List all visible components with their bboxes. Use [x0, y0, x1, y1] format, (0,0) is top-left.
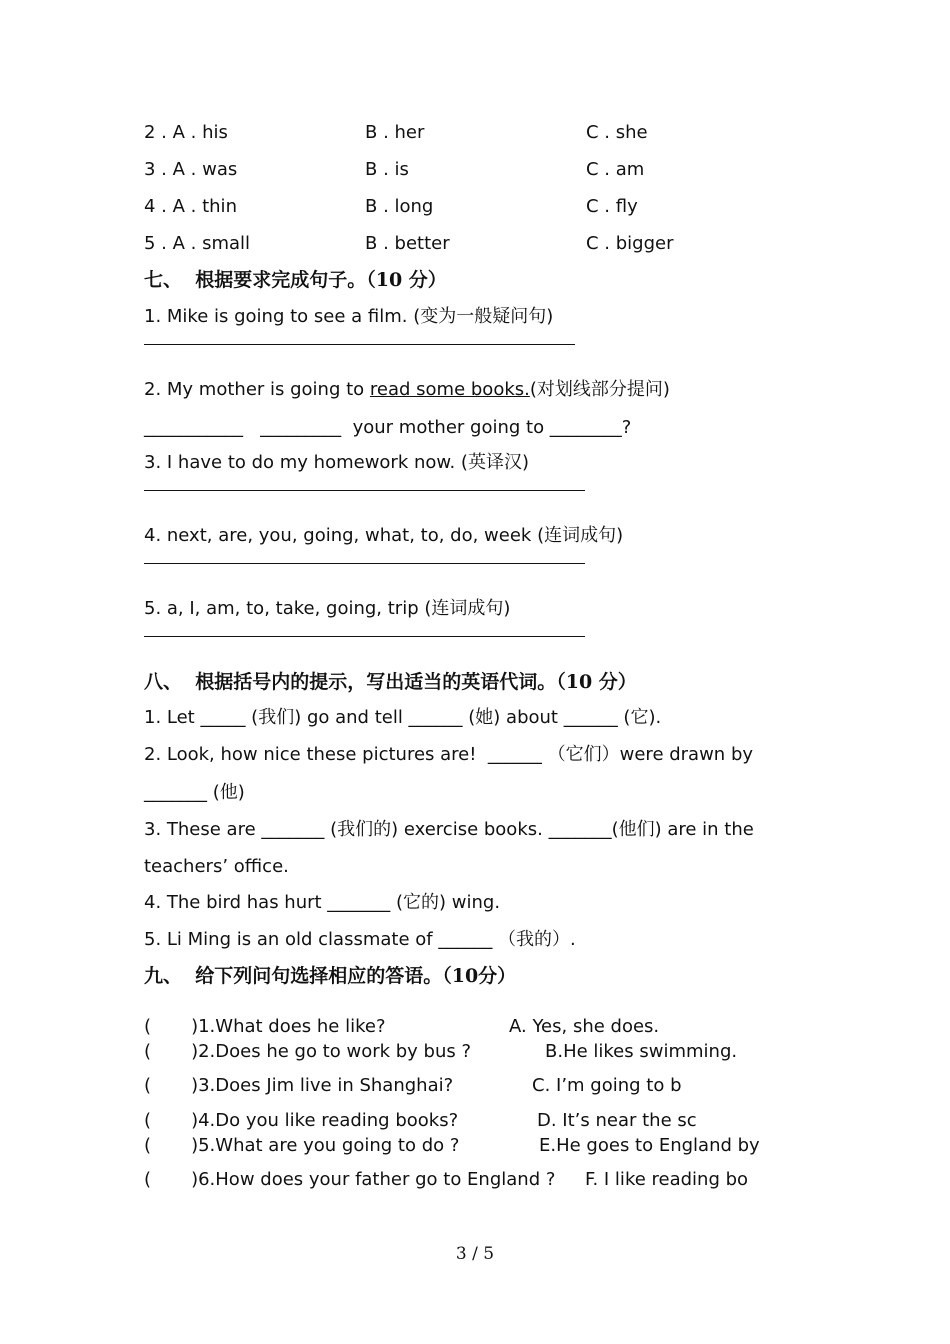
- s8-question-4: 4. The bird has hurt _______ (它的) wing.: [144, 892, 501, 913]
- section-8-title: 八、 根据括号内的提示，写出适当的英语代词。（10 分）: [144, 671, 637, 693]
- s7-question-1: 1. Mike is going to see a film. (变为一般疑问句): [144, 306, 554, 327]
- s9-answer-c: C. I’m going to b: [532, 1075, 682, 1096]
- s7-question-5: 5. a, I, am, to, take, going, trip (连词成句): [144, 598, 511, 619]
- mc-option-b: B . better: [365, 233, 450, 254]
- s9-question-1: ( )1.What does he like?: [144, 1016, 386, 1037]
- s8-question-5: 5. Li Ming is an old classmate of ______ （我的）.: [144, 929, 576, 950]
- mc-question-3: 3 . A . was: [144, 159, 238, 180]
- mc-option-c: C . fly: [586, 196, 638, 217]
- mc-option-c: C . bigger: [586, 233, 674, 254]
- s9-answer-b: B.He likes swimming.: [545, 1041, 738, 1062]
- answer-line[interactable]: [144, 636, 585, 637]
- answer-line[interactable]: [144, 344, 575, 345]
- s8-question-3-cont: teachers’ office.: [144, 856, 289, 877]
- s9-answer-f: F. I like reading bo: [585, 1169, 749, 1190]
- s7-question-4: 4. next, are, you, going, what, to, do, week (连词成句): [144, 525, 624, 546]
- answer-line[interactable]: [144, 563, 585, 564]
- s8-question-2-cont: _______ (他): [144, 782, 245, 803]
- mc-option-c: C . am: [586, 159, 645, 180]
- mc-question-2: 2 . A . his: [144, 122, 228, 143]
- s7-q2-text: 2. My mother is going to: [144, 379, 370, 400]
- s7-q2-instruction: (对划线部分提问): [529, 379, 670, 400]
- s8-question-2: 2. Look, how nice these pictures are! ______ （它们）were drawn by: [144, 744, 754, 765]
- answer-line[interactable]: [144, 490, 585, 491]
- s8-question-3: 3. These are _______ (我们的) exercise books. _______(他们) are in the: [144, 819, 754, 840]
- s9-question-2: ( )2.Does he go to work by bus ?: [144, 1041, 472, 1062]
- s7-q2-underlined: read some books.: [369, 379, 530, 400]
- s9-answer-a: A. Yes, she does.: [509, 1016, 660, 1037]
- mc-option-b: B . is: [365, 159, 409, 180]
- s9-answer-d: D. It’s near the sc: [537, 1110, 697, 1131]
- s8-question-1: 1. Let _____ (我们) go and tell ______ (她) about ______ (它).: [144, 707, 662, 728]
- mc-question-4: 4 . A . thin: [144, 196, 237, 217]
- section-7-title: 七、 根据要求完成句子。（10 分）: [144, 269, 447, 291]
- s7-q2-answer[interactable]: ___________ _________ your mother going to ________?: [144, 417, 632, 438]
- page-number: 3 / 5: [455, 1244, 495, 1264]
- mc-question-5: 5 . A . small: [144, 233, 251, 254]
- mc-option-b: B . her: [365, 122, 425, 143]
- mc-option-b: B . long: [365, 196, 434, 217]
- s9-answer-e: E.He goes to England by: [539, 1135, 760, 1156]
- s7-question-3: 3. I have to do my homework now. (英译汉): [144, 452, 529, 473]
- s9-question-5: ( )5.What are you going to do ?: [144, 1135, 460, 1156]
- section-9-title: 九、 给下列问句选择相应的答语。（10分）: [144, 965, 517, 987]
- s7-question-2: [144, 379, 670, 401]
- s9-question-3: ( )3.Does Jim live in Shanghai?: [144, 1075, 454, 1096]
- s9-question-6: ( )6.How does your father go to England ?: [144, 1169, 556, 1190]
- s9-question-4: ( )4.Do you like reading books?: [144, 1110, 459, 1131]
- mc-option-c: C . she: [586, 122, 648, 143]
